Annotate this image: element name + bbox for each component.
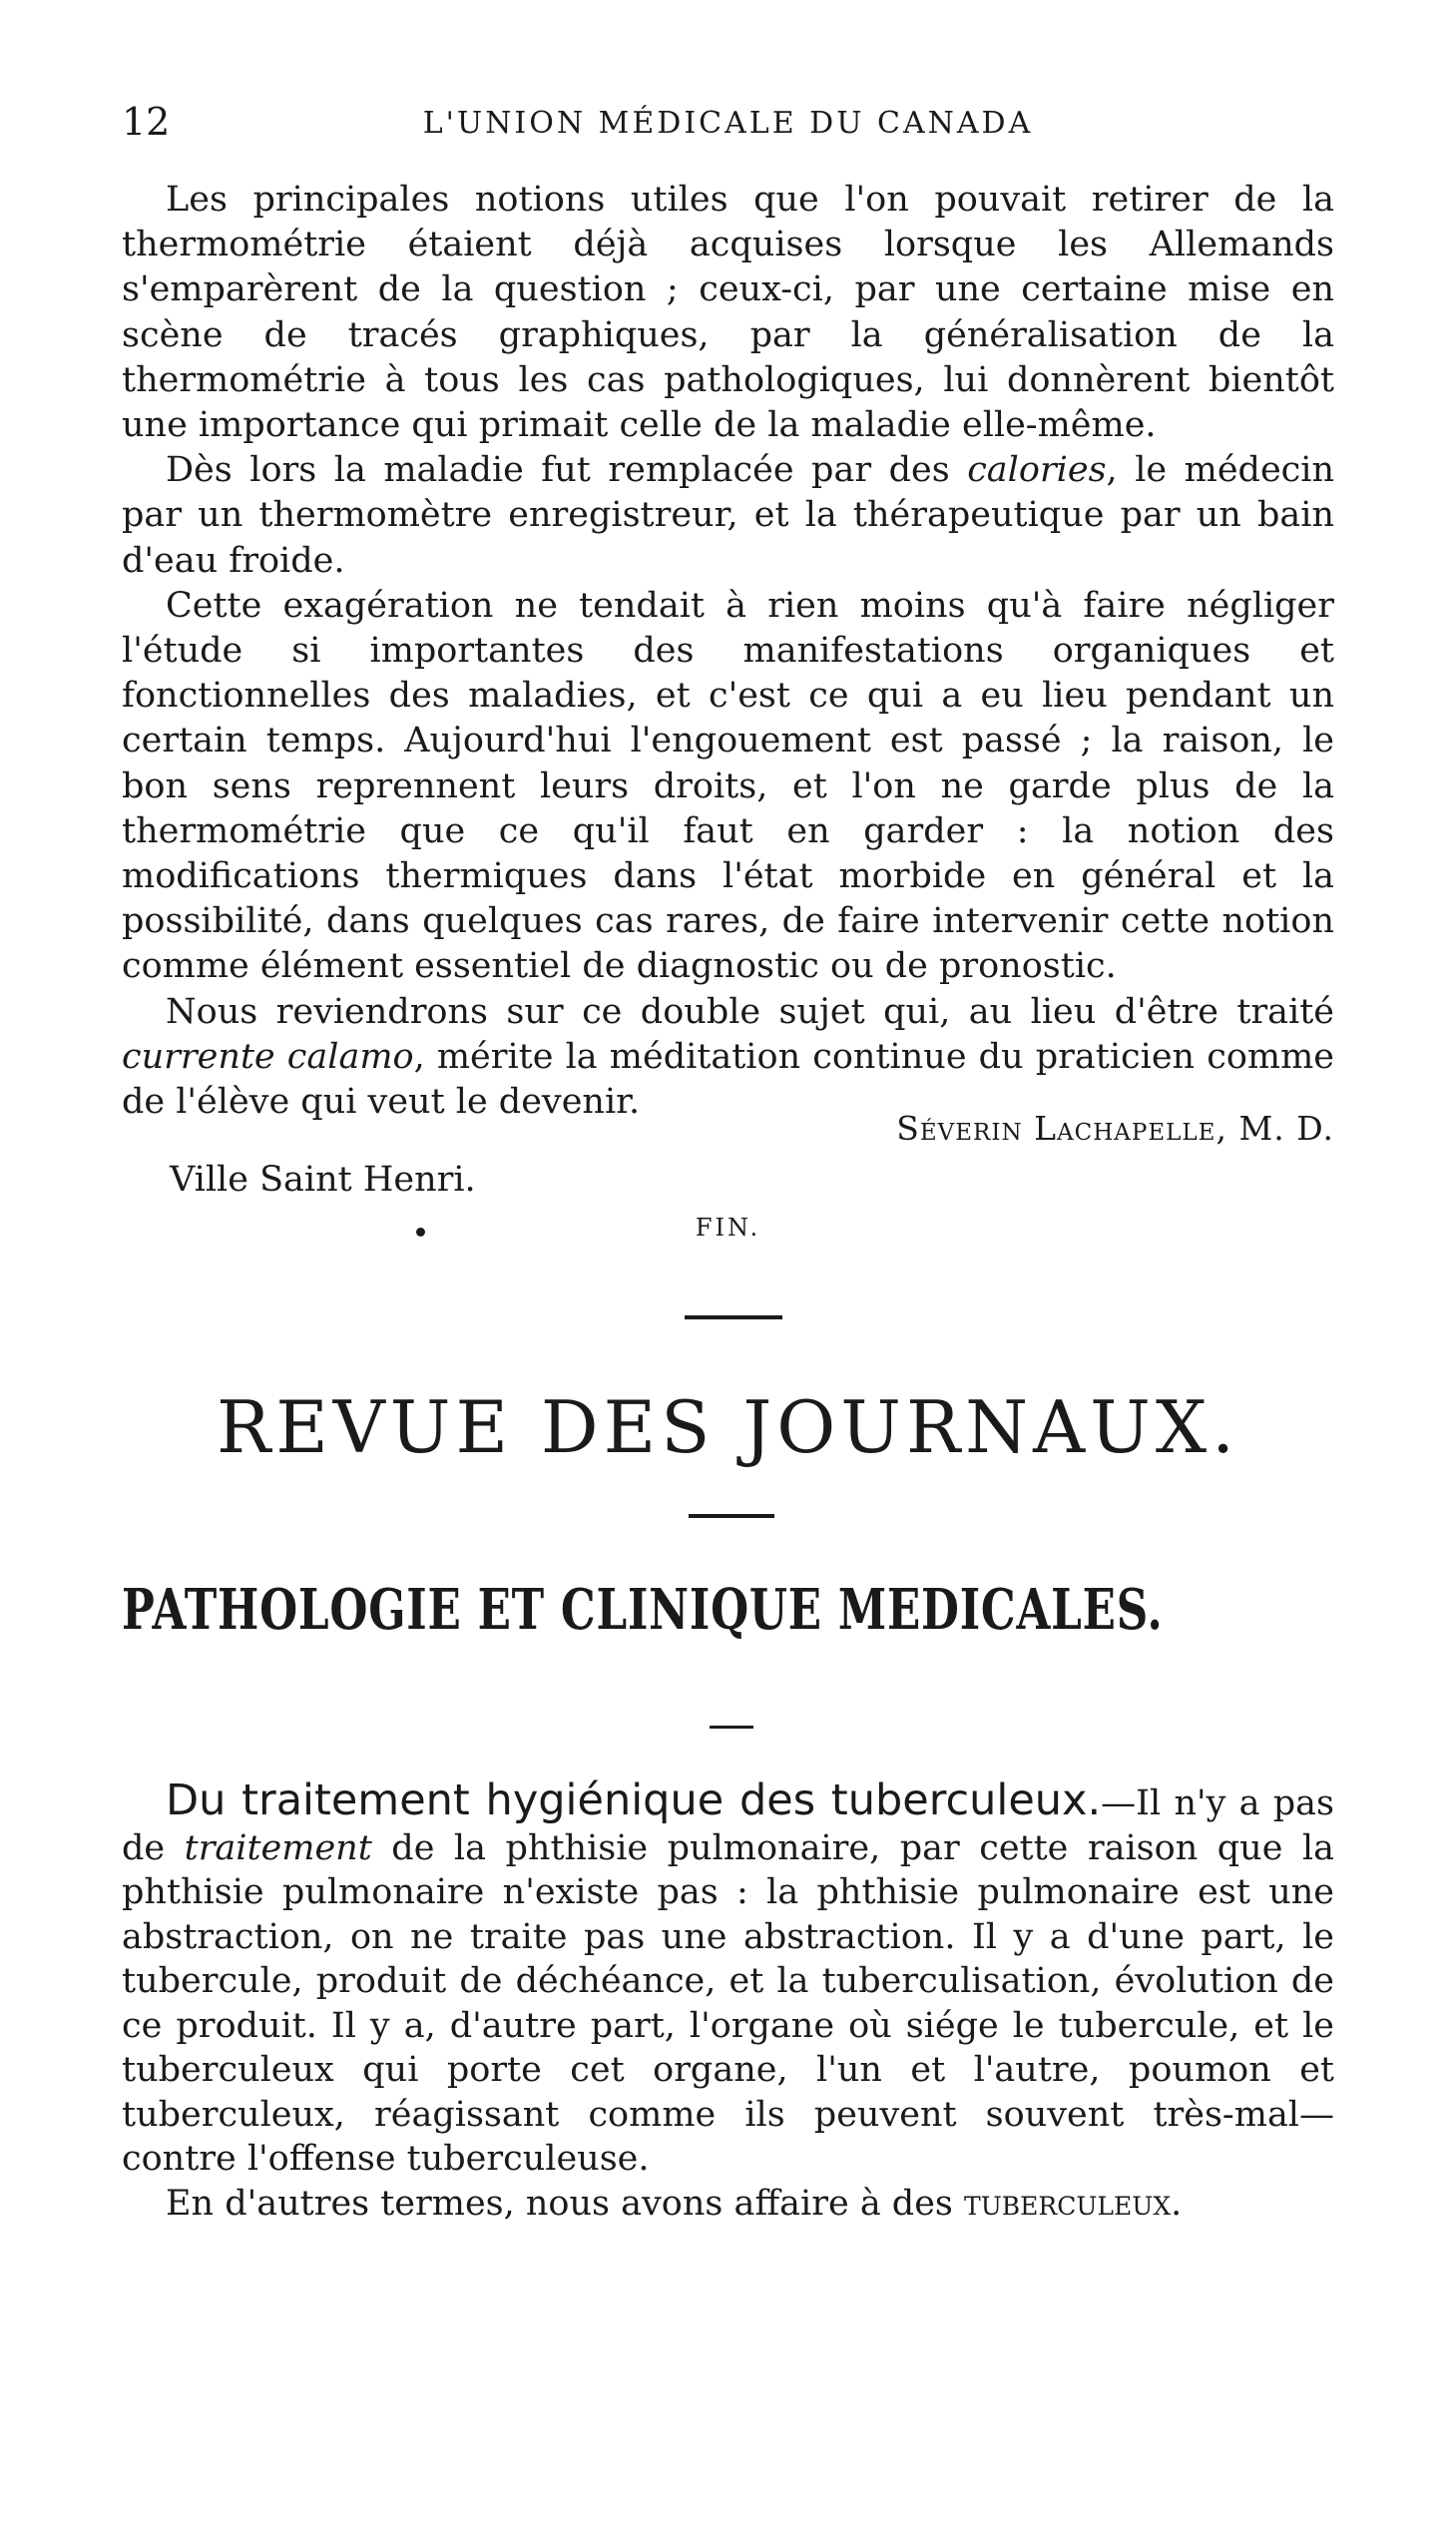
italic-term: currente calamo xyxy=(122,1036,414,1077)
paragraph: Les principales notions utiles que l'on pouvait retirer de la thermométrie étaient déjà acquises lorsque les Allemands s'emparèrent de la question ; ceux-ci, par une certaine mise en scène de tracés graphiques, par la généralisation de la thermométrie à tous les cas pathologiques, lui donnèrent bientôt une importance qui primait celle de la maladie elle-même. xyxy=(122,180,1334,446)
author-signature: Séverin Lachapelle, M. D. xyxy=(896,1109,1334,1148)
subsection-title: PATHOLOGIE ET CLINIQUE MEDICALES. xyxy=(122,1577,1164,1643)
paragraph-text-a: —Il n'y a pas de xyxy=(122,1783,1334,1868)
end-mark: FIN. xyxy=(695,1214,761,1242)
small-caps-term: tuberculeux. xyxy=(964,2183,1183,2224)
paragraph-text-b: , mérite la méditation continue du praticien comme de l'élève qui veut le devenir. xyxy=(122,1036,1334,1123)
divider-rule xyxy=(710,1726,753,1729)
page-header xyxy=(122,100,1334,150)
page-number: 12 xyxy=(122,100,171,144)
paragraph xyxy=(122,448,1334,584)
running-head: L'UNION MÉDICALE DU CANADA xyxy=(422,106,1034,141)
paragraph xyxy=(122,1775,1334,2182)
section-title: REVUE DES JOURNAUX. xyxy=(217,1385,1239,1469)
paragraph xyxy=(122,990,1334,1126)
paragraph-text-a: Nous reviendrons sur ce double sujet qui, au lieu d'être traité xyxy=(166,991,1334,1032)
previous-article-body xyxy=(122,178,1334,1125)
paragraph-text-b: , le médecin par un thermomètre enregistreur, et la thérapeutique par un bain d'eau froide. xyxy=(122,450,1334,581)
divider-rule xyxy=(689,1514,774,1518)
italic-term: traitement xyxy=(184,1827,372,1868)
italic-term: calories xyxy=(967,450,1107,491)
paragraph xyxy=(122,2182,1334,2227)
paragraph-text-b: de la phthisie pulmonaire, par cette raison que la phthisie pulmonaire n'existe pas : la phthisie pulmonaire est une abstraction, on ne traite pas une abstraction. Il y a d'une part, le tubercule, produit de déchéance, et la tuberculisation, évolution de ce produit. Il y a, d'autre part, l'organe où siége le tubercule, et le tuberculeux qui porte cet organe, l'un et l'autre, poumon et tuberculeux, réagissant comme ils peuvent souvent très-mal—contre l'offense tuberculeuse. xyxy=(122,1827,1334,2179)
article-heading: Du traitement hygiénique des tuberculeux. xyxy=(166,1775,1102,1825)
article-body xyxy=(122,1775,1334,2226)
paragraph-text-a: Dès lors la maladie fut remplacée par des xyxy=(166,450,968,491)
paragraph: Cette exagération ne tendait à rien moins qu'à faire négliger l'étude si importantes des manifestations organiques et fonctionnelles des maladies, et c'est ce qui a eu lieu pendant un certain temps. Aujourd'hui l'engouement est passé ; la raison, le bon sens reprennent leurs droits, et l'on ne garde plus de la thermométrie que ce qu'il faut en garder : la notion des modifications thermiques dans l'état morbide en général et la possibilité, dans quelques cas rares, de faire intervenir cette notion comme élément essentiel de diagnostic ou de pronostic. xyxy=(122,585,1334,987)
paragraph-text-a: En d'autres termes, nous avons affaire à des xyxy=(166,2183,965,2224)
divider-rule xyxy=(685,1315,782,1319)
place-line: Ville Saint Henri. xyxy=(170,1160,476,1200)
